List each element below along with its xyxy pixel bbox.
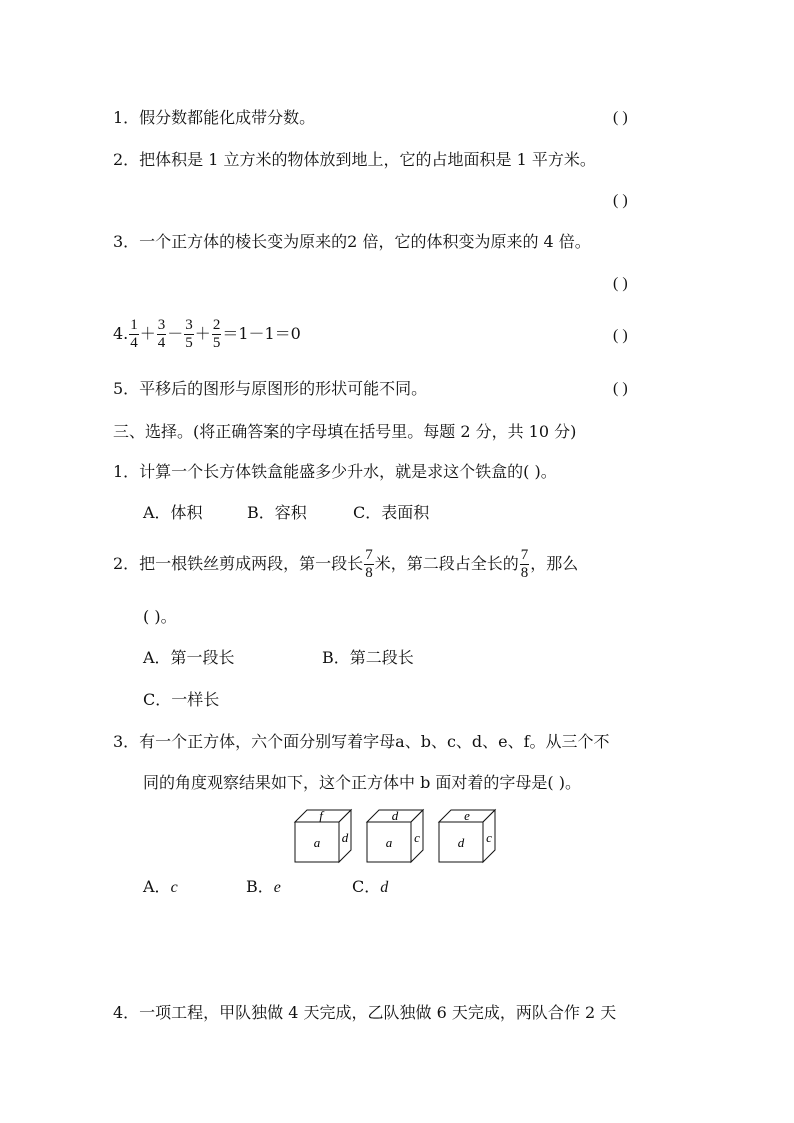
option-value: c xyxy=(170,879,178,896)
judge-item-3 xyxy=(113,232,591,252)
choice-q1-text: 1．计算一个长方体铁盒能盛多少升水，就是求这个铁盒的( )。 xyxy=(113,462,557,481)
cube-3-front-label: d xyxy=(457,835,465,850)
fraction-numerator: 3 xyxy=(185,317,193,333)
judge-item-4-answer-blank[interactable]: ( ) xyxy=(613,327,628,344)
choice-q2-part2: 米，第二段占全长的 xyxy=(374,554,519,573)
judge-item-2-text: 2．把体积是 1 立方米的物体放到地上，它的占地面积是 1 平方米。 xyxy=(113,150,596,169)
fraction-numerator: 3 xyxy=(157,317,166,333)
operator-minus: － xyxy=(167,324,184,343)
fraction-denominator: 4 xyxy=(157,335,166,351)
choice-q1-option-c[interactable]: C．表面积 xyxy=(353,503,430,522)
choice-q2-part3: ，那么 xyxy=(530,554,579,573)
choice-q4-text: 4．一项工程，甲队独做 4 天完成，乙队独做 6 天完成，两队合作 2 天 xyxy=(113,1003,617,1022)
option-value: e xyxy=(273,879,281,896)
judge-item-1-text: 1．假分数都能化成带分数。 xyxy=(113,108,316,127)
option-letter: C． xyxy=(352,877,381,896)
cube-1-front-label: a xyxy=(313,835,321,850)
fraction-denominator: 8 xyxy=(520,565,529,581)
fraction-denominator: 8 xyxy=(365,565,373,581)
judge-item-2-answer-blank[interactable]: ( ) xyxy=(613,192,628,209)
option-letter: A． xyxy=(143,877,171,896)
choice-q2-option-b[interactable]: B．第二段长 xyxy=(322,648,414,667)
choice-q3-option-c[interactable] xyxy=(352,877,388,898)
judge-item-5 xyxy=(113,379,427,399)
choice-q3-line1: 3．有一个正方体，六个面分别写着字母a、b、c、d、e、f。从三个不 xyxy=(113,732,610,751)
choice-q2-answer-blank[interactable]: ( )。 xyxy=(143,607,177,626)
cube-2-side-label: c xyxy=(414,830,420,845)
choice-q1-option-a[interactable]: A．体积 xyxy=(143,503,203,522)
judge-item-4-tail: ＝1－1＝0 xyxy=(222,324,301,343)
choice-q3-option-a[interactable] xyxy=(143,877,178,898)
judge-item-4-equation xyxy=(113,314,301,354)
judge-item-4-prefix: 4. xyxy=(113,324,129,343)
fraction-denominator: 5 xyxy=(185,335,193,351)
fraction-3-5 xyxy=(184,317,194,352)
fraction-numerator: 7 xyxy=(365,547,373,563)
fraction-denominator: 4 xyxy=(130,335,138,351)
cube-3-side-label: c xyxy=(486,830,492,845)
operator-plus: ＋ xyxy=(139,324,156,343)
fraction-numerator: 7 xyxy=(520,547,529,563)
option-value: d xyxy=(380,879,389,896)
judge-item-2 xyxy=(113,150,596,170)
cube-view-1 xyxy=(295,808,351,862)
fraction-7-8-meters xyxy=(364,547,374,582)
cube-2-top-label: d xyxy=(391,808,399,823)
choice-q3-line2: 同的角度观察结果如下，这个正方体中 b 面对着的字母是( )。 xyxy=(143,773,581,792)
choice-q2-text xyxy=(113,544,578,584)
cube-1-top-label: f xyxy=(319,808,323,823)
fraction-numerator: 1 xyxy=(130,317,138,333)
judge-item-3-answer-blank[interactable]: ( ) xyxy=(613,275,628,292)
cube-3-top-label: e xyxy=(464,808,470,823)
cube-views-figure xyxy=(290,806,510,864)
cube-1-side-label: d xyxy=(341,830,349,845)
judge-item-5-answer-blank[interactable]: ( ) xyxy=(613,380,628,397)
fraction-1-4 xyxy=(129,317,139,352)
cube-view-3 xyxy=(439,808,495,862)
fraction-numerator: 2 xyxy=(212,317,221,333)
choice-q2-part1: 2．把一根铁丝剪成两段，第一段长 xyxy=(113,554,364,573)
choice-q2-option-a[interactable]: A．第一段长 xyxy=(143,648,235,667)
cube-view-2 xyxy=(367,808,423,862)
fraction-denominator: 5 xyxy=(212,335,221,351)
choice-q3-option-b[interactable] xyxy=(246,877,281,898)
section-heading-choice: 三、选择。(将正确答案的字母填在括号里。每题 2 分，共 10 分) xyxy=(113,422,577,441)
operator-plus: ＋ xyxy=(194,324,211,343)
judge-item-1-answer-blank[interactable]: ( ) xyxy=(613,109,628,126)
option-letter: B． xyxy=(246,877,274,896)
fraction-3-4 xyxy=(157,317,167,352)
fraction-7-8-ratio xyxy=(520,547,530,582)
judge-item-1 xyxy=(113,108,315,128)
fraction-2-5 xyxy=(212,317,222,352)
choice-q1-option-b[interactable]: B．容积 xyxy=(247,503,307,522)
judge-item-3-text: 3．一个正方体的棱长变为原来的2 倍，它的体积变为原来的 4 倍。 xyxy=(113,232,591,251)
choice-q2-option-c[interactable]: C．一样长 xyxy=(143,690,220,709)
cube-2-front-label: a xyxy=(385,835,393,850)
judge-item-5-text: 5．平移后的图形与原图形的形状可能不同。 xyxy=(113,379,428,398)
